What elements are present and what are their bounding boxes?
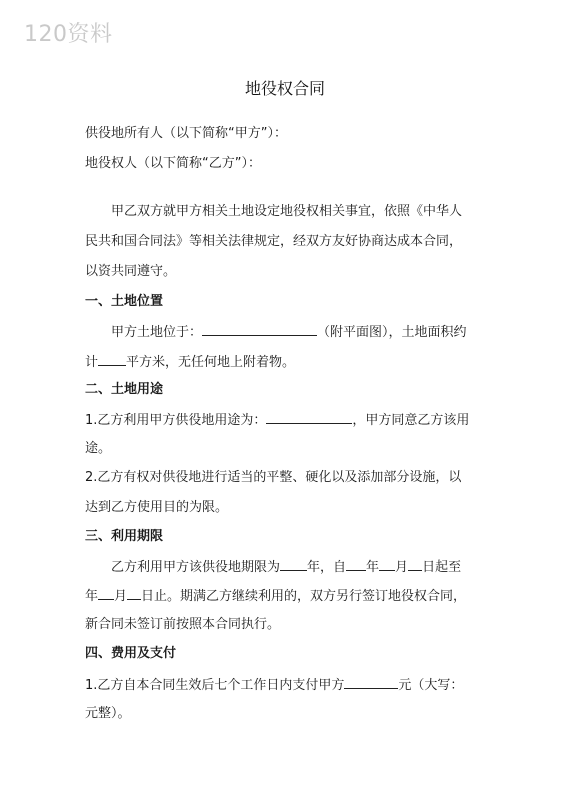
section-heading-usage: 二、土地用途 (85, 382, 164, 397)
area-suffix: 平方米，无任何地上附着物。 (126, 355, 296, 370)
term-line-2 (85, 587, 485, 605)
watermark: 120资料 (24, 22, 113, 47)
start-year-unit: 年 (366, 560, 380, 575)
party-a-line: 供役地所有人（以下简称“甲方”）： (85, 126, 287, 141)
term-years-unit: 年，自 (307, 560, 347, 575)
usage-item-2-line-2: 达到乙方使用目的为限。 (85, 500, 229, 515)
payment-line-1 (85, 676, 485, 694)
end-day-unit: 日止。期满乙方继续利用的，双方另行签订地役权合同， (141, 589, 467, 604)
term-line-3: 新合同未签订前按照本合同执行。 (85, 617, 281, 632)
start-month-unit: 月 (395, 560, 409, 575)
usage-item-2-line-1: 2.乙方有权对供役地进行适当的平整、硬化以及添加部分设施，以 (85, 470, 462, 485)
section-heading-term: 三、利用期限 (85, 529, 164, 544)
intro-line-2: 民共和国合同法》等相关法律规定，经双方友好协商达成本合同， (85, 234, 463, 249)
intro-line-1: 甲乙双方就甲方相关土地设定地役权相关事宜，依照《中华人 (111, 204, 463, 219)
intro-line-3: 以资共同遵守。 (85, 264, 177, 279)
payment-amount-blank (344, 676, 398, 689)
usage-label: 1.乙方利用甲方供役地用途为： (85, 413, 267, 428)
party-b-line: 地役权人（以下简称“乙方”）： (85, 156, 261, 171)
payment-line-2: 元整）。 (85, 706, 131, 721)
location-label: 甲方土地位于： (111, 325, 203, 340)
term-label: 乙方利用甲方该供役地期限为 (111, 560, 281, 575)
location-blank (202, 323, 317, 336)
usage-item-1-line-2: 途。 (85, 441, 112, 456)
payment-suffix: 元（大写： (398, 678, 464, 693)
area-label: 计 (85, 355, 99, 370)
location-line-2 (85, 353, 485, 371)
start-day-unit: 日起至 (422, 560, 462, 575)
end-month-unit: 月 (114, 589, 128, 604)
start-year-blank (346, 558, 366, 571)
end-day-blank (127, 587, 141, 600)
location-line-1 (85, 323, 485, 341)
end-year-unit: 年 (85, 589, 99, 604)
usage-suffix: ，甲方同意乙方该用 (352, 413, 470, 428)
usage-blank (266, 411, 352, 424)
section-heading-location: 一、土地位置 (85, 294, 164, 309)
start-day-blank (408, 558, 422, 571)
start-month-blank (379, 558, 395, 571)
location-suffix: （附平面图），土地面积约 (317, 325, 467, 340)
term-years-blank (280, 558, 307, 571)
section-heading-payment: 四、费用及支付 (85, 646, 177, 661)
payment-label: 1.乙方自本合同生效后七个工作日内支付甲方 (85, 678, 345, 693)
term-line-1 (85, 558, 485, 576)
area-blank (98, 353, 126, 366)
usage-item-1-line-1 (85, 411, 485, 429)
document-title: 地役权合同 (244, 79, 325, 98)
end-month-blank (98, 587, 114, 600)
